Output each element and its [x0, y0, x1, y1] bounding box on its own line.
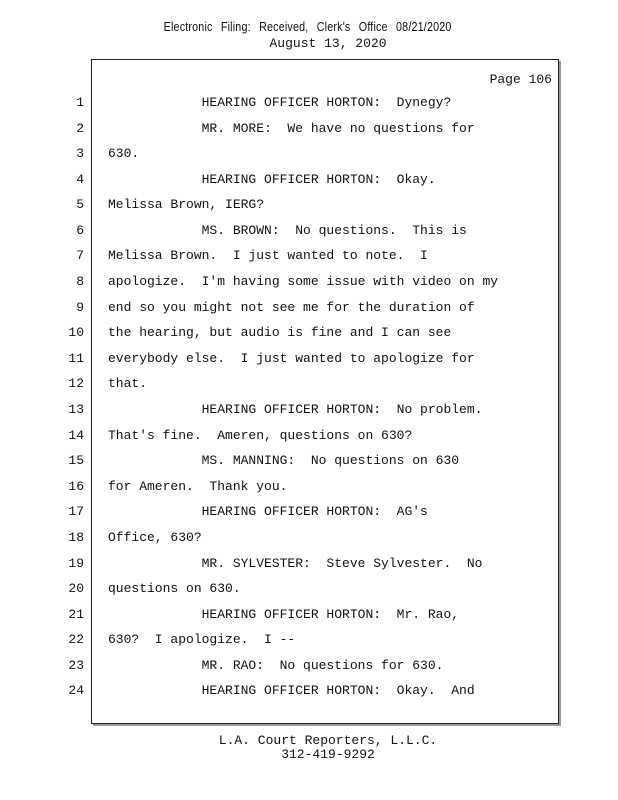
- transcript-line: HEARING OFFICER HORTON: Okay. And: [108, 683, 475, 698]
- footer-company: L.A. Court Reporters, L.L.C.: [218, 733, 438, 748]
- transcript-line: HEARING OFFICER HORTON: Okay.: [108, 172, 436, 187]
- transcript-line: That's fine. Ameren, questions on 630?: [108, 428, 413, 443]
- line-number: 10: [68, 325, 84, 340]
- line-number: 2: [76, 121, 84, 136]
- transcript-line: apologize. I'm having some issue with video on my: [108, 274, 499, 289]
- transcript-line: for Ameren. Thank you.: [108, 479, 288, 494]
- line-number: 8: [76, 274, 84, 289]
- line-number: 13: [68, 402, 84, 417]
- transcript-line: that.: [108, 376, 148, 391]
- line-number: 7: [76, 248, 84, 263]
- line-number: 15: [68, 453, 84, 468]
- transcript-line: HEARING OFFICER HORTON: Dynegy?: [108, 95, 452, 110]
- transcript-line: everybody else. I just wanted to apologize for: [108, 351, 475, 366]
- line-number: 18: [68, 530, 84, 545]
- transcript-line: HEARING OFFICER HORTON: Mr. Rao,: [108, 607, 460, 622]
- transcript-line: end so you might not see me for the duration of: [108, 300, 475, 315]
- line-number: 23: [68, 658, 84, 673]
- line-number: 4: [76, 172, 84, 187]
- transcript-date: August 13, 2020: [269, 36, 387, 51]
- transcript-line: MS. BROWN: No questions. This is: [108, 223, 467, 238]
- transcript-line: the hearing, but audio is fine and I can see: [108, 325, 452, 340]
- line-number: 3: [76, 146, 84, 161]
- transcript-line: 630? I apologize. I --: [108, 632, 296, 647]
- transcript-line: Melissa Brown, IERG?: [108, 197, 265, 212]
- transcript-line: questions on 630.: [108, 581, 241, 596]
- transcript-line: MR. MORE: We have no questions for: [108, 121, 475, 136]
- line-number: 21: [68, 607, 84, 622]
- line-number: 6: [76, 223, 84, 238]
- transcript-line: MR. SYLVESTER: Steve Sylvester. No: [108, 556, 483, 571]
- transcript-line: Office, 630?: [108, 530, 202, 545]
- line-number: 11: [68, 351, 84, 366]
- line-number: 24: [68, 683, 84, 698]
- transcript-line: MR. RAO: No questions for 630.: [108, 658, 444, 673]
- line-number: 14: [68, 428, 84, 443]
- line-number: 20: [68, 581, 84, 596]
- transcript-line: Melissa Brown. I just wanted to note. I: [108, 248, 428, 263]
- line-number: 1: [76, 95, 84, 110]
- line-number: 5: [76, 197, 84, 212]
- transcript-line: HEARING OFFICER HORTON: AG's: [108, 504, 428, 519]
- filing-stamp: Electronic Filing: Received, Clerk's Office 08/21/2020: [163, 20, 452, 34]
- line-number: 12: [68, 376, 84, 391]
- line-number: 17: [68, 504, 84, 519]
- line-number: 19: [68, 556, 84, 571]
- line-number: 9: [76, 300, 84, 315]
- line-number: 16: [68, 479, 84, 494]
- transcript-page-frame: [91, 59, 559, 724]
- transcript-line: HEARING OFFICER HORTON: No problem.: [108, 402, 483, 417]
- page-number: Page 106: [489, 72, 552, 87]
- transcript-line: MS. MANNING: No questions on 630: [108, 453, 460, 468]
- footer-phone: 312-419-9292: [281, 747, 375, 762]
- line-number: 22: [68, 632, 84, 647]
- transcript-line: 630.: [108, 146, 140, 161]
